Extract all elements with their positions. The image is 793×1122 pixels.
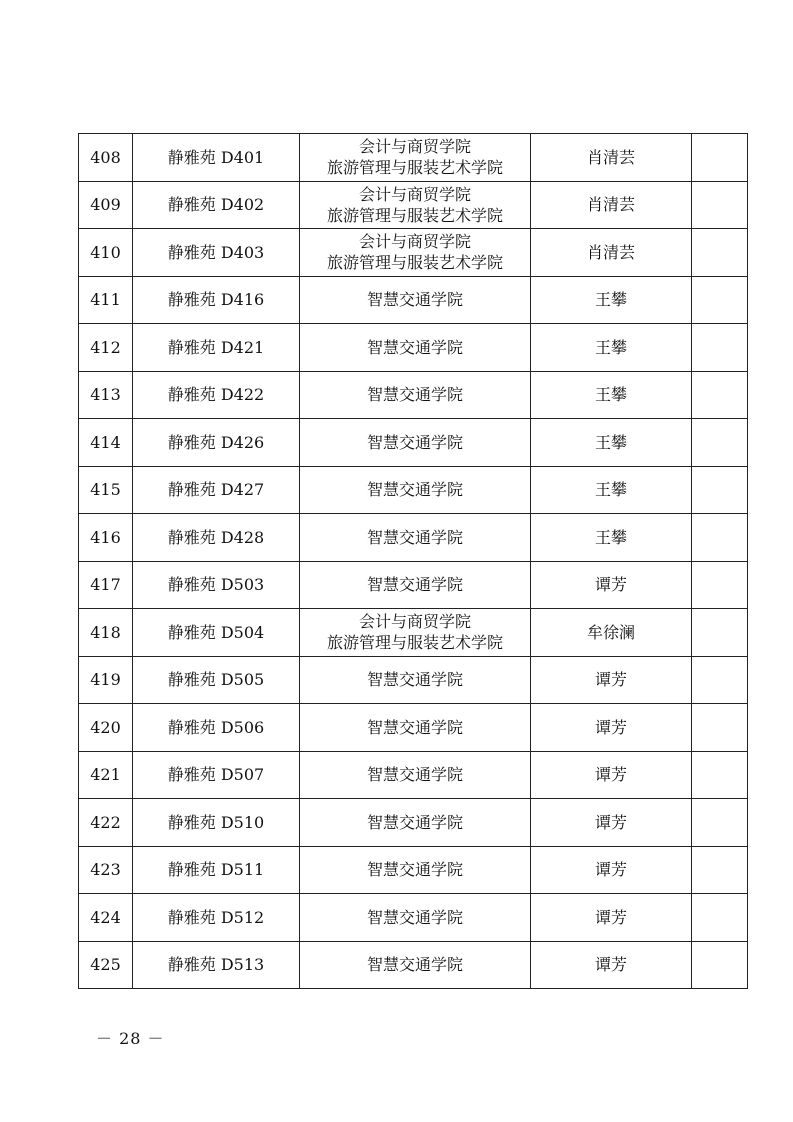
- room-cell: 静雅苑 D421: [133, 324, 300, 372]
- college-cell: [300, 941, 531, 989]
- room-cell: 静雅苑 D416: [133, 276, 300, 324]
- note-cell: [692, 609, 748, 657]
- room-cell: 静雅苑 D426: [133, 419, 300, 467]
- page-number: － 28 －: [96, 1029, 165, 1048]
- note-cell: [692, 419, 748, 467]
- person-cell: 王攀: [531, 276, 692, 324]
- table-row: [79, 799, 748, 847]
- table-row: [79, 324, 748, 372]
- table-row: [79, 751, 748, 799]
- college-cell: [300, 799, 531, 847]
- college-name: 智慧交通学院: [366, 527, 463, 547]
- person-cell: 肖清芸: [531, 134, 692, 182]
- room-cell: 静雅苑 D510: [133, 799, 300, 847]
- college-name: 智慧交通学院: [366, 765, 463, 785]
- note-cell: [692, 371, 748, 419]
- college-name: 会计与商贸学院: [358, 184, 471, 204]
- table-row: [79, 656, 748, 704]
- room-cell: 静雅苑 D402: [133, 181, 300, 229]
- note-cell: [692, 514, 748, 562]
- college-name: 智慧交通学院: [366, 670, 463, 690]
- row-number-cell: 418: [79, 609, 133, 657]
- note-cell: [692, 181, 748, 229]
- room-cell: 静雅苑 D506: [133, 704, 300, 752]
- college-name: 智慧交通学院: [366, 480, 463, 500]
- row-number-cell: 417: [79, 561, 133, 609]
- room-cell: 静雅苑 D401: [133, 134, 300, 182]
- college-name: 智慧交通学院: [366, 812, 463, 832]
- table-row: [79, 419, 748, 467]
- college-name: 智慧交通学院: [366, 907, 463, 927]
- row-number-cell: 422: [79, 799, 133, 847]
- college-cell: [300, 751, 531, 799]
- row-number-cell: 421: [79, 751, 133, 799]
- college-cell: [300, 466, 531, 514]
- note-cell: [692, 799, 748, 847]
- person-cell: 谭芳: [531, 941, 692, 989]
- note-cell: [692, 894, 748, 942]
- person-cell: 王攀: [531, 419, 692, 467]
- college-cell: [300, 229, 531, 277]
- note-cell: [692, 846, 748, 894]
- row-number-cell: 408: [79, 134, 133, 182]
- note-cell: [692, 561, 748, 609]
- room-cell: 静雅苑 D427: [133, 466, 300, 514]
- room-cell: 静雅苑 D403: [133, 229, 300, 277]
- table-row: [79, 466, 748, 514]
- college-cell: [300, 561, 531, 609]
- table-row: [79, 561, 748, 609]
- college-name: 智慧交通学院: [366, 955, 463, 975]
- person-cell: 谭芳: [531, 561, 692, 609]
- table-row: [79, 609, 748, 657]
- college-cell: [300, 134, 531, 182]
- table-row: [79, 894, 748, 942]
- note-cell: [692, 656, 748, 704]
- row-number-cell: 410: [79, 229, 133, 277]
- college-name: 智慧交通学院: [366, 290, 463, 310]
- row-number-cell: 411: [79, 276, 133, 324]
- person-cell: 王攀: [531, 371, 692, 419]
- person-cell: 谭芳: [531, 656, 692, 704]
- room-cell: 静雅苑 D428: [133, 514, 300, 562]
- college-name: 旅游管理与服装艺术学院: [326, 205, 503, 225]
- table-row: [79, 134, 748, 182]
- college-name: 智慧交通学院: [366, 385, 463, 405]
- college-name: 智慧交通学院: [366, 432, 463, 452]
- college-name: 会计与商贸学院: [358, 612, 471, 632]
- table-row: [79, 941, 748, 989]
- college-name: 旅游管理与服装艺术学院: [326, 253, 503, 273]
- person-cell: 谭芳: [531, 799, 692, 847]
- room-cell: 静雅苑 D422: [133, 371, 300, 419]
- person-cell: 王攀: [531, 324, 692, 372]
- note-cell: [692, 276, 748, 324]
- person-cell: 王攀: [531, 466, 692, 514]
- table-row: [79, 514, 748, 562]
- college-cell: [300, 609, 531, 657]
- college-cell: [300, 419, 531, 467]
- college-cell: [300, 371, 531, 419]
- note-cell: [692, 704, 748, 752]
- college-name: 智慧交通学院: [366, 337, 463, 357]
- note-cell: [692, 229, 748, 277]
- room-cell: 静雅苑 D512: [133, 894, 300, 942]
- college-name: 智慧交通学院: [366, 860, 463, 880]
- note-cell: [692, 466, 748, 514]
- person-cell: 牟徐澜: [531, 609, 692, 657]
- row-number-cell: 412: [79, 324, 133, 372]
- table-row: [79, 181, 748, 229]
- row-number-cell: 419: [79, 656, 133, 704]
- college-name: 会计与商贸学院: [358, 137, 471, 157]
- college-name: 智慧交通学院: [366, 717, 463, 737]
- college-cell: [300, 656, 531, 704]
- row-number-cell: 415: [79, 466, 133, 514]
- room-cell: 静雅苑 D505: [133, 656, 300, 704]
- table-row: [79, 846, 748, 894]
- college-name: 会计与商贸学院: [358, 232, 471, 252]
- row-number-cell: 424: [79, 894, 133, 942]
- college-cell: [300, 181, 531, 229]
- person-cell: 谭芳: [531, 704, 692, 752]
- person-cell: 肖清芸: [531, 229, 692, 277]
- row-number-cell: 423: [79, 846, 133, 894]
- note-cell: [692, 134, 748, 182]
- college-name: 旅游管理与服装艺术学院: [326, 633, 503, 653]
- row-number-cell: 413: [79, 371, 133, 419]
- table-row: [79, 371, 748, 419]
- college-cell: [300, 276, 531, 324]
- note-cell: [692, 941, 748, 989]
- note-cell: [692, 751, 748, 799]
- table-body: [79, 134, 748, 989]
- college-name: 旅游管理与服装艺术学院: [326, 158, 503, 178]
- note-cell: [692, 324, 748, 372]
- college-name: 智慧交通学院: [366, 575, 463, 595]
- room-cell: 静雅苑 D513: [133, 941, 300, 989]
- college-cell: [300, 324, 531, 372]
- room-cell: 静雅苑 D503: [133, 561, 300, 609]
- row-number-cell: 409: [79, 181, 133, 229]
- college-cell: [300, 514, 531, 562]
- table-row: [79, 704, 748, 752]
- person-cell: 谭芳: [531, 751, 692, 799]
- person-cell: 王攀: [531, 514, 692, 562]
- room-cell: 静雅苑 D511: [133, 846, 300, 894]
- college-cell: [300, 846, 531, 894]
- college-cell: [300, 704, 531, 752]
- row-number-cell: 414: [79, 419, 133, 467]
- table-row: [79, 229, 748, 277]
- room-cell: 静雅苑 D507: [133, 751, 300, 799]
- person-cell: 谭芳: [531, 846, 692, 894]
- table-row: [79, 276, 748, 324]
- room-cell: 静雅苑 D504: [133, 609, 300, 657]
- person-cell: 谭芳: [531, 894, 692, 942]
- college-cell: [300, 894, 531, 942]
- row-number-cell: 425: [79, 941, 133, 989]
- row-number-cell: 416: [79, 514, 133, 562]
- person-cell: 肖清芸: [531, 181, 692, 229]
- dormitory-assignment-table: [78, 133, 748, 989]
- row-number-cell: 420: [79, 704, 133, 752]
